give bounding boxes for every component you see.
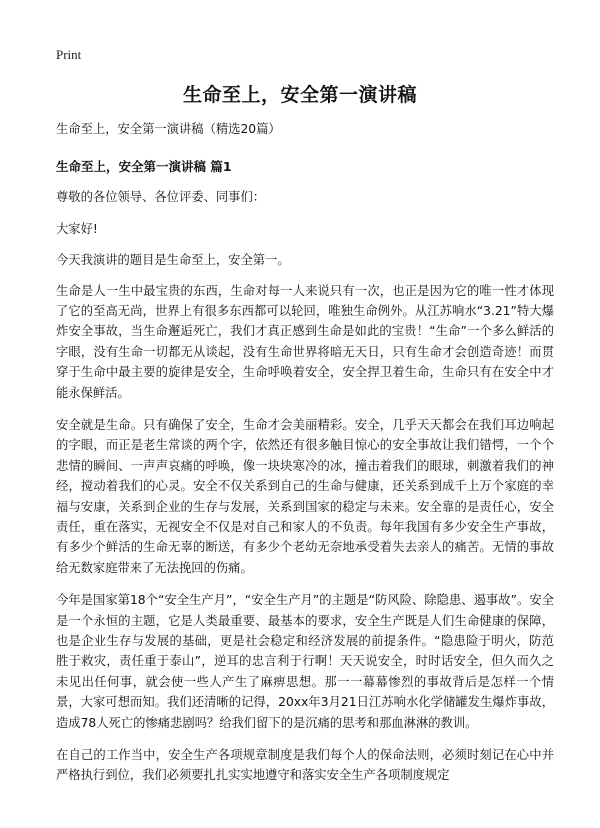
intro-paragraph: 今天我演讲的题目是生命至上，安全第一。 — [56, 253, 290, 267]
greeting: 尊敬的各位领导、各位评委、同事们： — [56, 190, 266, 204]
print-link[interactable]: Print — [56, 47, 82, 62]
document-subtitle: 生命至上，安全第一演讲稿（精选20篇） — [56, 122, 281, 136]
document-body — [56, 118, 554, 798]
body-paragraph-1: 生命是人一生中最宝贵的东西，生命对每一人来说只有一次，也正是因为它的唯一性才体现了它的至高无尚，世界上有很多东西都可以轮回，唯独生命例外。从江苏响水“3.21”特大爆炸安全事故，当生命邂逅死亡，我们才真正感到生命是如此的宝贵！“生命”一个多么鲜活的字眼，没有生命一切都无从谈起，没有生命世界将暗无天日，只有生命才会创造奇迹！而贯穿于生命中最主要的旋律是安全，生命呼唤着安全，安全捍卫着生命，生命只有在安全中才能永保鲜活。 — [56, 283, 554, 400]
salutation: 大家好! — [56, 221, 98, 236]
section-heading: 生命至上，安全第一演讲稿 篇1 — [56, 159, 232, 174]
body-paragraph-3: 今年是国家第18个“安全生产月”，“安全生产月”的主题是“防风险、除隐患、遏事故”。安全是一个永恒的主题，它是人类最重要、最基本的要求，安全生产既是人们生命健康的保障，也是企业生存与发展的基础，更是社会稳定和经济发展的前提条件。“隐患险于明火，防范胜于救灾，责任重于泰山”，逆耳的忠言利于行啊！天天说安全，时时话安全，但久而久之未见出任何事，就会使一些人产生了麻痹思想。那一一幕幕惨烈的事故背后是怎样一个情景，大家可想而知。我们还清晰的记得，20xx年3月21日江苏响水化学储罐发生爆炸事故，造成78人死亡的惨痛悲剧吗？给我们留下的是沉痛的思考和那血淋淋的教训。 — [56, 593, 554, 730]
body-paragraph-4: 在自己的工作当中，安全生产各项规章制度是我们每个人的保命法则，必须时刻记在心中并严格执行到位，我们必须要扎扎实实地遵守和落实安全生产各项制度规定 — [56, 748, 554, 783]
page-title: 生命至上，安全第一演讲稿 — [182, 84, 417, 106]
body-paragraph-2: 安全就是生命。只有确保了安全，生命才会美丽精彩。安全，几乎天天都会在我们耳边响起的字眼，而正是老生常谈的两个字，依然还有很多触目惊心的安全事故让我们错愕，一个个悲情的瞬间、一声声哀痛的呼唤，像一块块寒冷的冰，撞击着我们的眼球，刺激着我们的神经，搅动着我们的心灵。安全不仅关系到自己的生命与健康，还关系到成千上万个家庭的幸福与安康，关系到企业的生存与发展，关系到国家的稳定与未来。安全靠的是责任心，安全责任，重在落实，无视安全不仅是对自己和家人的不负责。每年我国有多少安全生产事故，有多少个鲜活的生命无辜的断送，有多少个老幼无奈地承受着失去亲人的痛苦。无情的事故给无数家庭带来了无法挽回的伤痛。 — [56, 417, 554, 575]
